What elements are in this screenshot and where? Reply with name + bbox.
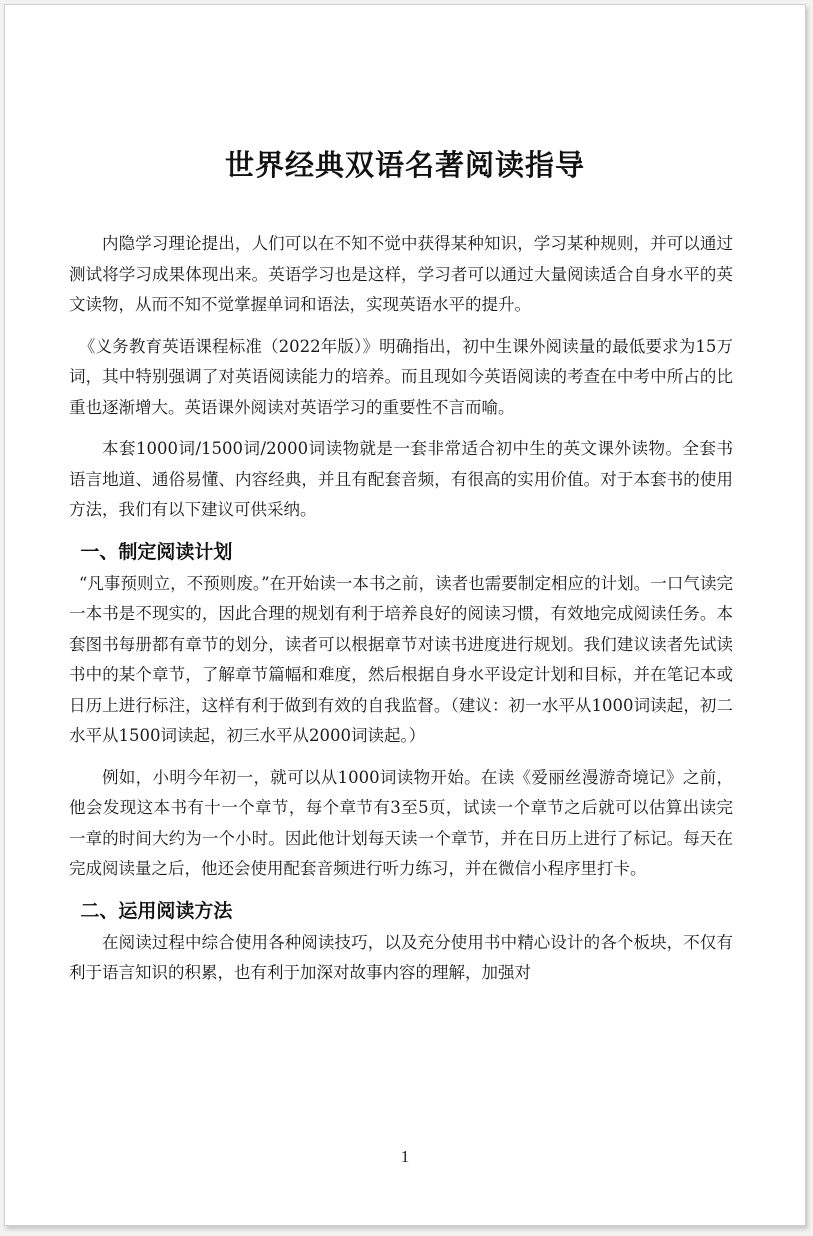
section-heading-plan: 一、制定阅读计划: [80, 540, 233, 563]
intro-paragraph-3: 本套1000词/1500词/2000词读物就是一套非常适合初中生的英文课外读物。全套书语言地道、通俗易懂、内容经典，并且有配套音频，有很高的实用价值。对于本套书的使用方法，我们有以下建议可供采纳。: [69, 439, 733, 519]
plan-paragraph-1: “凡事预则立，不预则废。”在开始读一本书之前，读者也需要制定相应的计划。一口气读完一本书是不现实的，因此合理的规划有利于培养良好的阅读习惯，有效地完成阅读任务。本套图书每册都有章节的划分，读者可以根据章节对读书进度进行规划。我们建议读者先试读书中的某个章节，了解章节篇幅和难度，然后根据自身水平设定计划和目标，并在笔记本或日历上进行标注，这样有利于做到有效的自我监督。（建议：初一水平从1000词读起，初二水平从1500词读起，初三水平从2000词读起。）: [69, 573, 733, 745]
intro-paragraph-2: 《义务教育英语课程标准（2022年版）》明确指出，初中生课外阅读量的最低要求为15万词，其中特别强调了对英语阅读能力的培养。而且现如今英语阅读的考查在中考中所占的比重也逐渐增大。英语课外阅读对英语学习的重要性不言而喻。: [69, 336, 733, 417]
page-body: [69, 229, 733, 1000]
intro-paragraph-1: 内隐学习理论提出，人们可以在不知不觉中获得某种知识，学习某种规则，并可以通过测试将学习成果体现出来。英语学习也是这样，学习者可以通过大量阅读适合自身水平的英文读物，从而不知不觉掌握单词和语法，实现英语水平的提升。: [69, 234, 733, 314]
method-paragraph-1: 在阅读过程中综合使用各种阅读技巧，以及充分使用书中精心设计的各个板块，不仅有利于语言知识的积累，也有利于加深对故事内容的理解，加强对: [69, 932, 733, 982]
book-page: [4, 4, 806, 1226]
page-number: 1: [400, 1147, 410, 1166]
page-title: 世界经典双语名著阅读指导: [224, 148, 585, 182]
section-heading-method: 二、运用阅读方法: [80, 899, 233, 922]
plan-paragraph-2: 例如，小明今年初一，就可以从1000词读物开始。在读《爱丽丝漫游奇境记》之前，他会发现这本书有十一个章节，每个章节有3至5页，试读一个章节之后就可以估算出读完一章的时间大约为一个小时。因此他计划每天读一个章节，并在日历上进行了标记。每天在完成阅读量之后，他还会使用配套音频进行听力练习，并在微信小程序里打卡。: [69, 767, 733, 878]
